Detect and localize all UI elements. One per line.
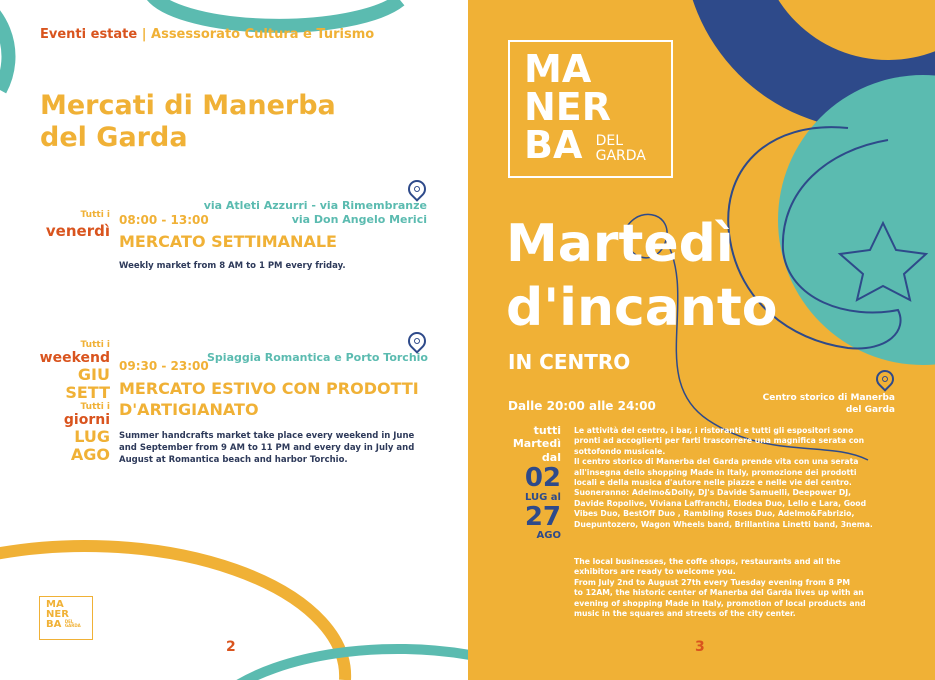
market2-description-line: August at Romantica beach and harbor Torchio. <box>119 455 348 465</box>
italian-line: sottofondo musicale. <box>574 446 666 456</box>
event-dates <box>503 425 561 542</box>
event-title-line-2: d'incanto <box>506 278 778 338</box>
event-location <box>708 392 895 416</box>
italian-line: Davide Ropolive, Viviana Laffranchi, Elodea Duo, Lello e Lara, Good <box>574 498 867 508</box>
market2-title <box>119 378 419 420</box>
logo-garda: GARDA <box>64 623 81 628</box>
logo-del-garda <box>596 134 646 164</box>
italian-line: locali e della musica d'autore nelle piazze e nelle vie del centro. <box>574 478 852 488</box>
logo-ba: BA <box>46 619 62 630</box>
header-office: Assessorato Cultura e Turismo <box>151 27 375 42</box>
italian-line: all'insegna dello shopping Made in Italy, promozione dei prodotti <box>574 467 857 477</box>
market2-schedule <box>32 340 110 464</box>
italian-line: Duepuntozero, Wagon Wheels band, Brillantina Linetti band, 3nema. <box>574 519 873 529</box>
page-number: 2 <box>226 639 236 655</box>
logo-ba: BA <box>524 123 583 167</box>
dates-martedi: Martedì <box>512 437 561 450</box>
market1-location-line-2: via Don Angelo Merici <box>291 213 427 226</box>
english-line: to 12AM, the historic center of Manerba del Garda lives up with an <box>574 588 864 598</box>
english-line: music in the squares and streets of the city center. <box>574 609 796 619</box>
right-page <box>468 0 935 680</box>
english-line: evening of shopping Made in Italy, promotion of local products and <box>574 598 866 608</box>
market1-frequency: Tutti i <box>80 210 110 220</box>
market1-day: venerdì <box>45 222 110 240</box>
market2-time: 09:30 - 23:00 <box>119 359 209 373</box>
market1-location-line-1: via Atleti Azzurri - via Rimembranze <box>203 199 427 212</box>
event-location-line-1: Centro storico di Manerba <box>762 393 895 403</box>
market2-description <box>119 430 414 466</box>
manerba-logo-small <box>39 596 93 640</box>
market2-month-1b: SETT <box>65 383 110 402</box>
logo-garda: GARDA <box>595 148 646 164</box>
market2-location: Spiaggia Romantica e Porto Torchio <box>207 351 428 364</box>
page-header <box>40 27 374 42</box>
italian-line: Il centro storico di Manerba del Garda prende vita con una serata <box>574 457 859 467</box>
event-subtitle: IN CENTRO <box>508 350 631 374</box>
market2-frequency-2: Tutti i <box>80 402 110 412</box>
market1-title: MERCATO SETTIMANALE <box>119 232 337 251</box>
italian-line: pronti ad accoglierti per farti trascorrere una magnifica serata con <box>574 436 865 446</box>
market2-title-line-1: MERCATO ESTIVO CON PRODOTTI <box>119 379 419 398</box>
italian-line: Vibes Duo, BestOff Duo , Rambling Roses Duo, Adelmo&Fabrizio, <box>574 509 855 519</box>
title-line-1: Mercati di Manerba <box>40 90 336 121</box>
event-location-line-2: del Garda <box>845 405 895 415</box>
market2-frequency-1: Tutti i <box>80 340 110 350</box>
logo-line-3 <box>524 123 671 167</box>
event-hours: Dalle 20:00 alle 24:00 <box>508 399 656 413</box>
logo-del: DEL <box>64 619 74 624</box>
dates-tutti: tutti <box>533 424 561 437</box>
market2-month-2a: LUG <box>74 427 110 446</box>
logo-line-1: MA <box>46 599 64 610</box>
event-title-line-1: Martedì <box>506 214 734 274</box>
market1-time: 08:00 - 13:00 <box>119 213 209 227</box>
italian-description <box>574 426 924 530</box>
event-title <box>506 212 778 340</box>
logo-del: DEL <box>595 133 624 149</box>
english-line: exhibitors are ready to welcome you. <box>574 567 736 577</box>
header-separator: | <box>141 27 147 42</box>
market1-location <box>200 199 427 227</box>
english-description <box>574 557 924 619</box>
page-title <box>40 90 336 154</box>
dates-end-day: 27 <box>524 502 561 532</box>
market2-description-line: and September from 9 AM to 11 PM and every day in July and <box>119 443 415 453</box>
logo-del-garda <box>65 620 81 628</box>
english-line: From July 2nd to August 27th every Tuesday evening from 8 PM <box>574 577 850 587</box>
market2-month-1a: GIU <box>77 365 110 384</box>
italian-line: Suoneranno: Adelmo&Dolly, DJ's Davide Samuelli, Deepower DJ, <box>574 488 852 498</box>
italian-line: Le attività del centro, i bar, i ristoranti e tutti gli espositori sono <box>574 426 854 435</box>
dates-start-month: LUG al <box>524 492 561 503</box>
logo-line-2: NER <box>46 609 69 620</box>
dates-start-day: 02 <box>524 463 561 493</box>
market2-title-line-2: D'ARTIGIANATO <box>119 400 259 419</box>
market2-day-1: weekend <box>39 350 110 366</box>
market2-description-line: Summer handcrafts market take place every weekend in June <box>119 431 415 441</box>
manerba-logo <box>508 40 673 178</box>
english-line: The local businesses, the coffe shops, restaurants and all the <box>574 557 841 566</box>
dates-end-month: AGO <box>536 530 561 541</box>
logo-line-3 <box>46 620 92 630</box>
page-number: 3 <box>695 639 705 655</box>
header-category: Eventi estate <box>40 27 138 42</box>
dates-dal: dal <box>541 451 561 464</box>
market2-month-2b: AGO <box>70 445 110 464</box>
market2-day-2: giorni <box>63 412 110 428</box>
logo-line-2: NER <box>524 85 612 129</box>
logo-line-1: MA <box>524 47 592 91</box>
title-line-2: del Garda <box>40 122 188 153</box>
market1-description: Weekly market from 8 AM to 1 PM every friday. <box>119 261 346 271</box>
